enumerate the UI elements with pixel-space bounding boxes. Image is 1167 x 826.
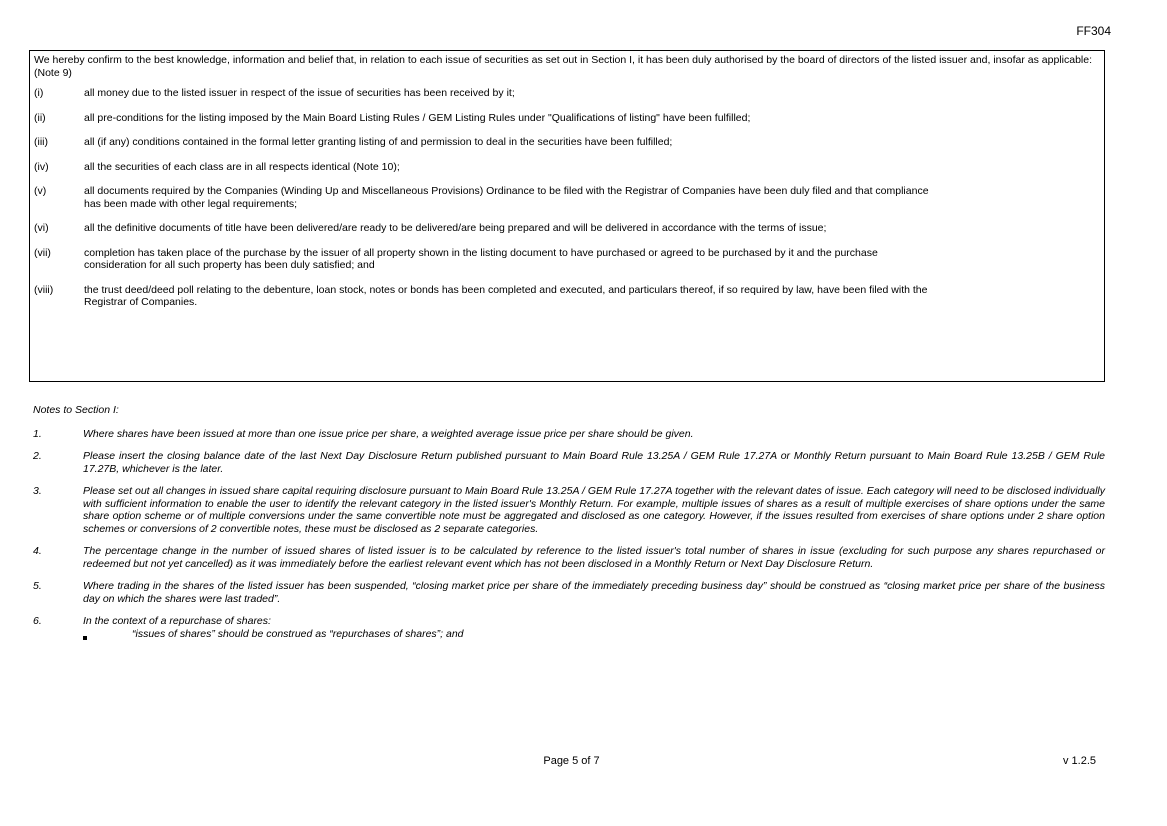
item-text: all (if any) conditions contained in the formal letter granting listing of and permission to deal in the securities have been fulfilled; xyxy=(84,136,673,148)
note-item xyxy=(33,428,1105,441)
item-number: (v) xyxy=(34,185,47,197)
item-text: the trust deed/deed poll relating to the debenture, loan stock, notes or bonds has been completed and executed, and particulars thereof, if so required by law, have been filed with the xyxy=(84,283,928,296)
item-text-block xyxy=(84,185,1100,210)
note-number: 6. xyxy=(33,615,42,627)
item-text: all documents required by the Companies (Winding Up and Miscellaneous Provisions) Ordinance to be filed with the Registrar of Companies have been duly filed and that compliance xyxy=(84,185,929,197)
item-number: (vii) xyxy=(34,246,51,259)
note-item xyxy=(33,615,1105,628)
confirmation-item xyxy=(34,136,1100,149)
note-number: 2. xyxy=(33,450,42,462)
confirmation-item xyxy=(34,284,1100,309)
item-text: all pre-conditions for the listing imposed by the Main Board Listing Rules / GEM Listing Rules under "Qualifications of listing" have been fulfilled; xyxy=(84,111,751,124)
item-text-block xyxy=(84,247,1100,272)
note-text: Please set out all changes in issued share capital requiring disclosure pursuant to Main Board Rule 13.25A / GEM Rule 17.27A together with the relevant dates of issue. Each category will need to be disclosed individually with sufficient information to enable the user to identify the relevant category in the listed issuer's Monthly Return. For example, multiple issues of shares as a result of multiple exercises of share options under the same share option scheme or of multiple conversions under the same convertible note must be aggregated and disclosed as one category. However, if the issues resulted from exercises of share options under 2 share option schemes or conversions of 2 convertible notes, these must be disclosed as 2 separate categories. xyxy=(83,485,1105,535)
item-number: (i) xyxy=(34,87,44,99)
confirmation-item xyxy=(34,112,1100,125)
item-number: (viii) xyxy=(34,283,54,296)
note-number: 3. xyxy=(33,485,42,497)
note-text: Where trading in the shares of the listed issuer has been suspended, “closing market price per share of the immediately preceding business day” should be construed as “closing market price per share of the business day on which the shares were last traded”. xyxy=(83,580,1105,605)
note-number: 1. xyxy=(33,427,42,440)
note-reference: (Note 9) xyxy=(34,66,72,79)
confirmation-box xyxy=(29,50,1105,382)
confirmation-item xyxy=(34,87,1100,100)
note-item xyxy=(33,450,1105,475)
bullet-icon xyxy=(83,636,87,640)
item-text: completion has taken place of the purchase by the issuer of all property shown in the listing document to have purchased or agreed to be purchased by it and the purchase xyxy=(84,246,878,259)
note-item xyxy=(33,485,1105,535)
note-text: Where shares have been issued at more than one issue price per share, a weighted average issue price per share should be given. xyxy=(83,427,694,440)
item-text-continued: has been made with other legal requirements; xyxy=(84,197,298,210)
note-text: In the context of a repurchase of shares: xyxy=(83,615,271,627)
note-item xyxy=(33,545,1105,570)
confirmation-item xyxy=(34,222,1100,235)
item-text: all the securities of each class are in all respects identical (Note 10); xyxy=(84,160,400,173)
note-item xyxy=(33,580,1105,605)
note-number: 5. xyxy=(33,580,42,592)
form-code: FF304 xyxy=(1076,24,1111,38)
item-number: (iv) xyxy=(34,160,49,173)
confirmation-item xyxy=(34,247,1100,272)
confirmation-item xyxy=(34,185,1100,210)
note-number: 4. xyxy=(33,545,42,557)
item-number: (ii) xyxy=(34,111,46,124)
item-text-continued: consideration for all such property has been duly satisfied; and xyxy=(84,259,375,271)
item-text: all the definitive documents of title have been delivered/are ready to be delivered/are being prepared and will be delivered in accordance with the terms of issue; xyxy=(84,222,827,234)
item-text-continued: Registrar of Companies. xyxy=(84,296,198,308)
item-text-block xyxy=(84,284,1100,309)
note-text: The percentage change in the number of issued shares of listed issuer is to be calculated by reference to the listed issuer's total number of shares in issue (excluding for such purpose any shares repurchased or redeemed but not yet cancelled) as it was immediately before the earliest relevant event which has not been disclosed in a Monthly Return or Next Day Disclosure Return. xyxy=(83,545,1105,570)
note-text: Please insert the closing balance date of the last Next Day Disclosure Return published pursuant to Main Board Rule 13.25A / GEM Rule 17.27A or Monthly Return pursuant to Main Board Rule 13.25B / GEM Rule 17.27B, whichever is the later. xyxy=(83,450,1105,475)
version-label: v 1.2.5 xyxy=(1062,755,1096,767)
item-number: (vi) xyxy=(34,222,49,234)
confirmation-intro: We hereby confirm to the best knowledge, information and belief that, in relation to each issue of securities as set out in Section I, it has been duly authorised by the board of directors of the listed issuer and, insofar as applicable: xyxy=(34,54,1092,66)
notes-section xyxy=(33,404,1105,640)
item-number: (iii) xyxy=(34,136,48,148)
note-bullet-item xyxy=(83,628,1105,641)
bullet-text: “issues of shares” should be construed as “repurchases of shares”; and xyxy=(132,627,464,640)
notes-heading: Notes to Section I: xyxy=(33,404,119,416)
confirmation-item xyxy=(34,161,1100,174)
item-text: all money due to the listed issuer in respect of the issue of securities has been received by it; xyxy=(84,87,515,99)
page-number: Page 5 of 7 xyxy=(543,755,600,767)
